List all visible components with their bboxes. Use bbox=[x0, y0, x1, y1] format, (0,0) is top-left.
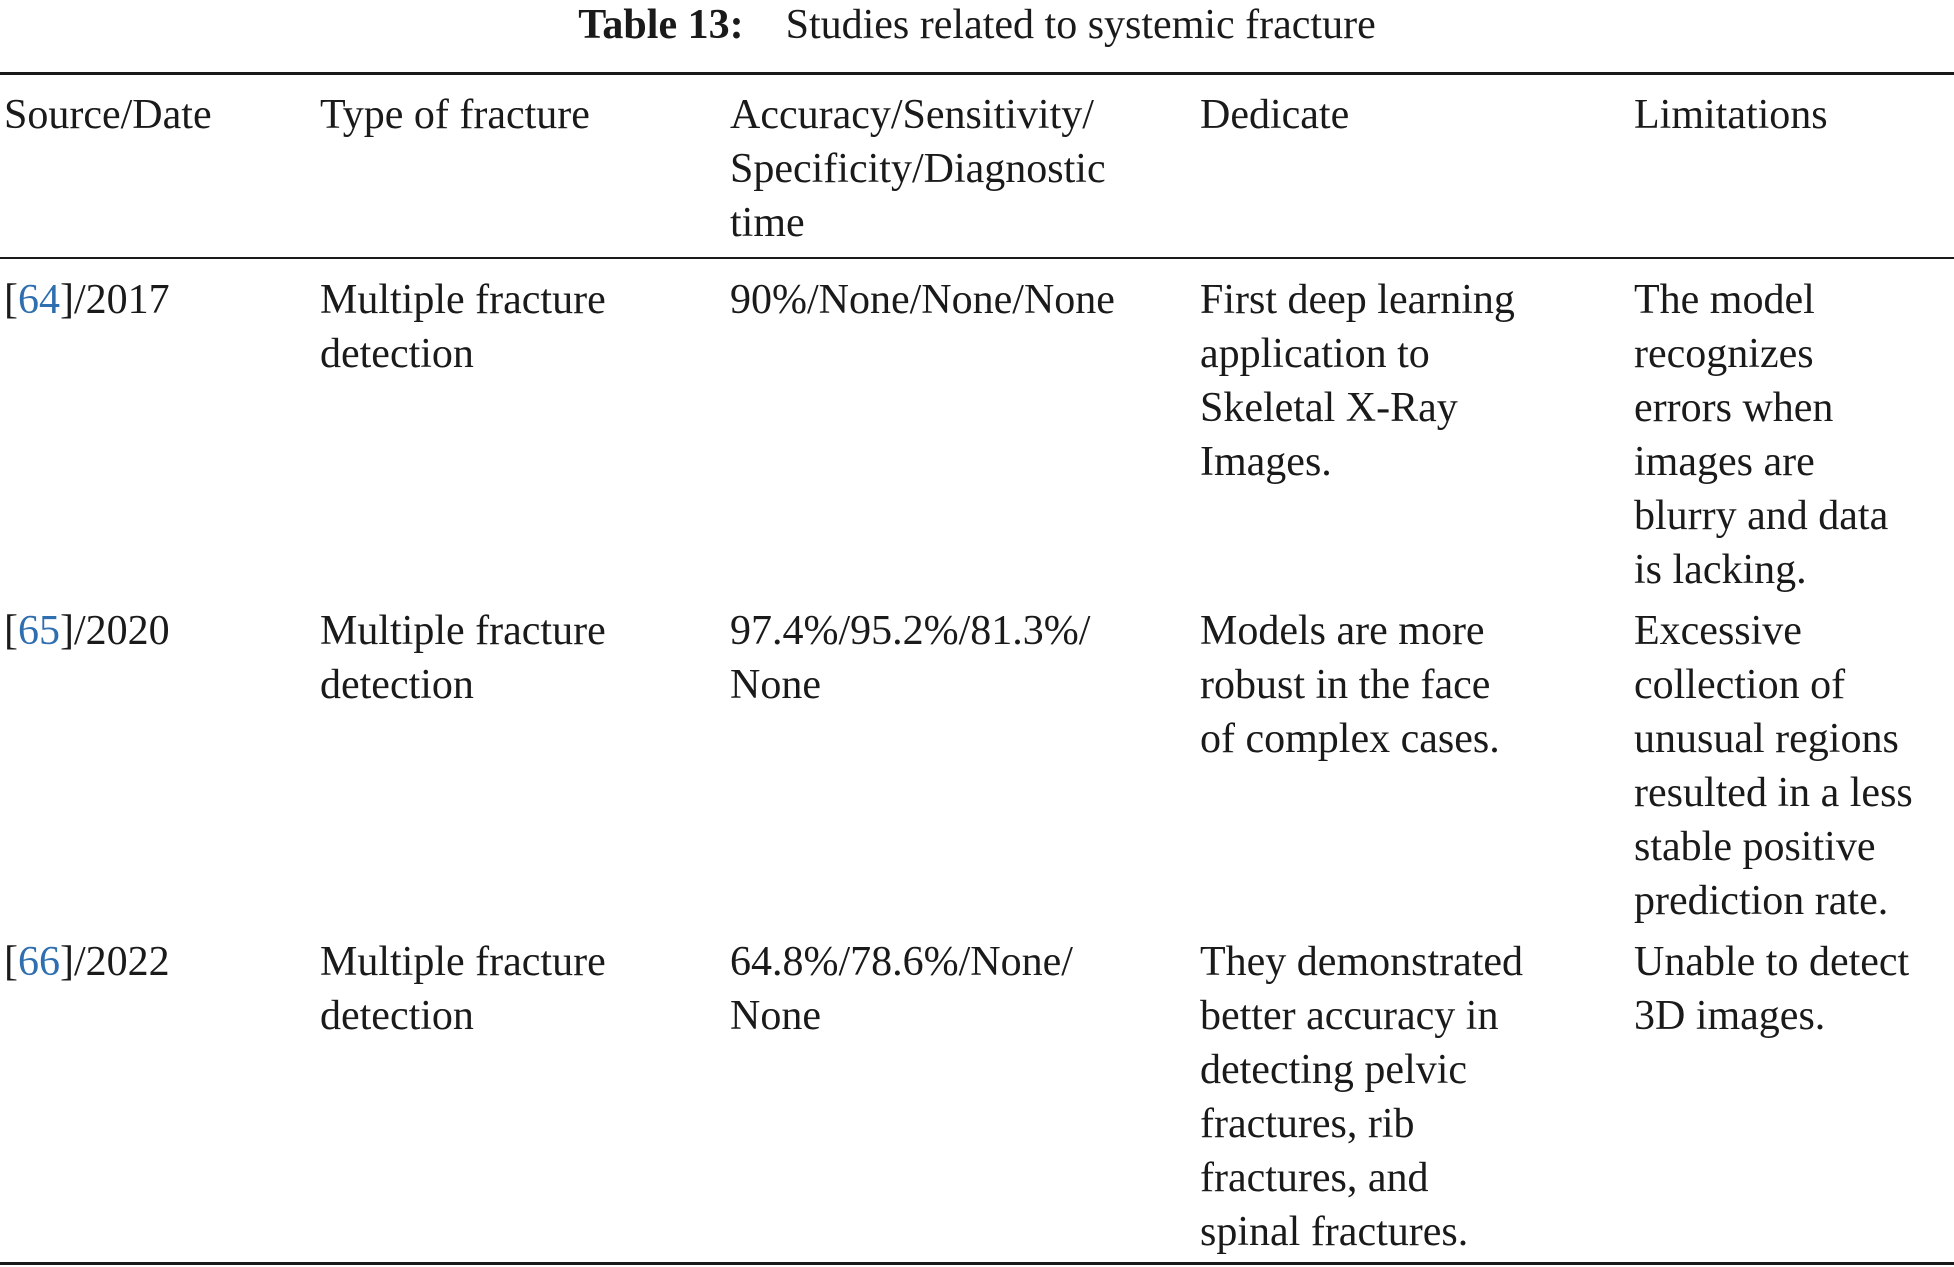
cell-type-of-fracture: Multiple fracture detection bbox=[320, 939, 606, 1039]
header-dedicate: Dedicate bbox=[1200, 92, 1350, 138]
cell-metrics: 97.4%/95.2%/81.3%/ None bbox=[730, 608, 1091, 708]
cell-metrics: 64.8%/78.6%/None/ None bbox=[730, 939, 1073, 1039]
cell-dedicate: They demonstrated better accuracy in detecting pelvic fractures, rib fractures, and spinal fractures. bbox=[1200, 939, 1524, 1255]
header-metrics: Accuracy/Sensitivity/ Specificity/Diagnostic time bbox=[730, 92, 1106, 246]
reference-link[interactable]: 66 bbox=[18, 939, 60, 985]
reference-link[interactable]: 64 bbox=[18, 277, 60, 323]
cell-limitations: The model recognizes errors when images are blurry and data is lacking. bbox=[1634, 277, 1889, 593]
source-year: /2020 bbox=[74, 608, 170, 654]
table-caption-separator bbox=[754, 2, 775, 48]
cell-source-date: [64]/2017 bbox=[4, 277, 170, 323]
table-bottom-rule bbox=[0, 1262, 1954, 1265]
table-top-rule bbox=[0, 72, 1954, 75]
header-type-of-fracture: Type of fracture bbox=[320, 92, 590, 138]
cell-limitations: Unable to detect 3D images. bbox=[1634, 939, 1910, 1039]
cell-type-of-fracture: Multiple fracture detection bbox=[320, 277, 606, 377]
table-caption bbox=[0, 0, 1954, 50]
header-source-date: Source/Date bbox=[4, 92, 212, 138]
table-caption-text: Studies related to systemic fracture bbox=[785, 2, 1376, 48]
header-limitations: Limitations bbox=[1634, 92, 1828, 138]
cell-type-of-fracture: Multiple fracture detection bbox=[320, 608, 606, 708]
table-caption-label: Table 13: bbox=[578, 2, 744, 48]
cell-metrics: 90%/None/None/None bbox=[730, 277, 1115, 323]
cell-limitations: Excessive collection of unusual regions resulted in a less stable positive prediction rate. bbox=[1634, 608, 1913, 924]
table-header-rule bbox=[0, 257, 1954, 259]
source-year: /2022 bbox=[74, 939, 170, 985]
cell-dedicate: Models are more robust in the face of complex cases. bbox=[1200, 608, 1500, 762]
cell-dedicate: First deep learning application to Skeletal X-Ray Images. bbox=[1200, 277, 1515, 485]
reference-link[interactable]: 65 bbox=[18, 608, 60, 654]
source-year: /2017 bbox=[74, 277, 170, 323]
cell-source-date: [66]/2022 bbox=[4, 939, 170, 985]
cell-source-date: [65]/2020 bbox=[4, 608, 170, 654]
